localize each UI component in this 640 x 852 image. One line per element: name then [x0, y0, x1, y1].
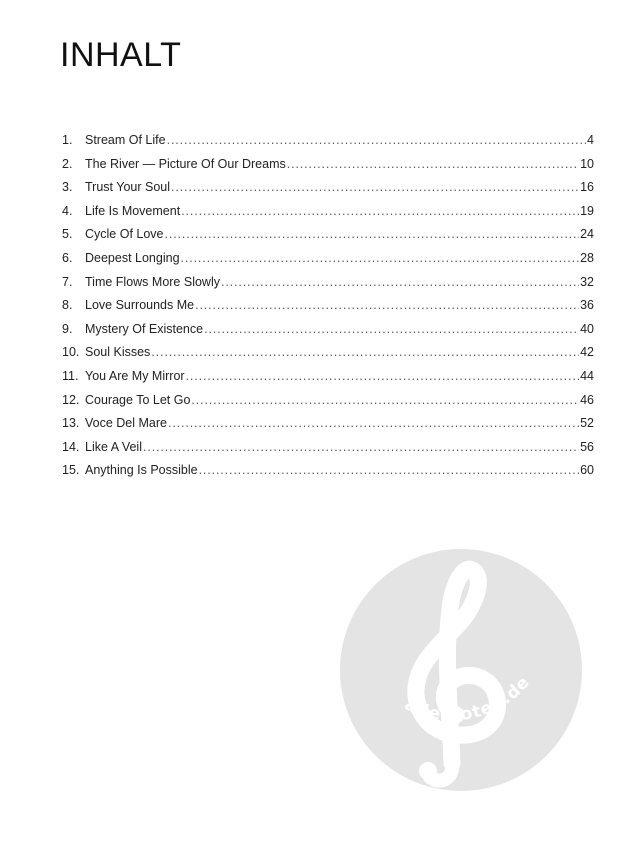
toc-entry-number: 6.: [62, 250, 73, 265]
toc-entry: [62, 227, 594, 251]
toc-entry-page: 16: [580, 180, 594, 195]
toc-entry-page: 24: [580, 227, 594, 242]
toc-entry: [62, 393, 594, 417]
toc-entry-page: 32: [580, 274, 594, 289]
toc-entry: [62, 345, 594, 369]
toc-entry: [62, 251, 594, 275]
toc-entry-page: 10: [580, 156, 594, 171]
toc-dot-leader: [199, 463, 580, 477]
toc-dot-leader: [171, 180, 579, 194]
toc-entry-title: Deepest Longing: [85, 250, 180, 265]
toc-entry: [62, 133, 594, 157]
toc-entry: [62, 440, 594, 464]
toc-entry-title: Mystery Of Existence: [85, 321, 204, 336]
toc-entry-title: Time Flows More Slowly: [85, 274, 220, 289]
watermark-text: alle-noten.de: [401, 672, 535, 726]
toc-dot-leader: [181, 251, 580, 265]
toc-dot-leader: [165, 227, 580, 241]
watermark-logo: [340, 549, 582, 791]
toc-entry-number: 2.: [62, 156, 73, 171]
toc-entry: [62, 463, 594, 487]
toc-entry: [62, 322, 594, 346]
toc-dot-leader: [204, 322, 579, 336]
toc-entry-number: 4.: [62, 203, 73, 218]
toc-entry-number: 15.: [62, 463, 80, 478]
toc-dot-leader: [181, 204, 579, 218]
toc-entry-number: 8.: [62, 298, 73, 313]
toc-entry-page: 52: [580, 416, 594, 431]
toc-entry-title: The River — Picture Of Our Dreams: [85, 156, 286, 171]
toc-entry-number: 5.: [62, 227, 73, 242]
toc-entry: [62, 180, 594, 204]
toc-entry-page: 19: [580, 203, 594, 218]
toc-entry-number: 11.: [62, 368, 79, 383]
toc-entry-title: Anything Is Possible: [85, 463, 198, 478]
toc-entry: [62, 416, 594, 440]
toc-dot-leader: [221, 275, 579, 289]
toc-entry-number: 3.: [62, 180, 73, 195]
toc-entry-number: 13.: [62, 416, 80, 431]
toc-entry-page: 60: [580, 463, 594, 478]
toc-entry-page: 46: [580, 392, 594, 407]
toc-entry-number: 7.: [62, 274, 73, 289]
page-title: INHALT: [60, 36, 182, 74]
toc-entry-title: You Are My Mirror: [85, 368, 185, 383]
toc-entry-title: Love Surrounds Me: [85, 298, 195, 313]
toc-entry-title: Courage To Let Go: [85, 392, 191, 407]
toc-entry-number: 10.: [62, 345, 80, 360]
toc-entry: [62, 204, 594, 228]
toc-entry-number: 14.: [62, 439, 80, 454]
toc-entry: [62, 369, 594, 393]
toc-entry: [62, 157, 594, 181]
toc-entry-number: 1.: [62, 133, 73, 147]
toc-entry-title: Trust Your Soul: [85, 180, 171, 195]
toc-entry-number: 12.: [62, 392, 80, 407]
toc-dot-leader: [168, 416, 579, 430]
toc-entry-title: Like A Veil: [85, 439, 142, 454]
toc-dot-leader: [186, 369, 580, 383]
toc-entry-page: 4: [587, 133, 594, 147]
toc-entry-page: 36: [580, 298, 594, 313]
toc-entry-page: 42: [580, 345, 594, 360]
toc-entry-page: 44: [580, 368, 594, 383]
toc-entry: [62, 275, 594, 299]
toc-entry-title: Stream Of Life: [85, 133, 166, 147]
toc-dot-leader: [143, 440, 579, 454]
toc-entry-title: Soul Kisses: [85, 345, 151, 360]
toc-entry-title: Cycle Of Love: [85, 227, 164, 242]
toc-dot-leader: [167, 133, 586, 147]
toc-entry-page: 28: [580, 250, 594, 265]
toc-dot-leader: [287, 157, 579, 171]
toc-entry-title: Life Is Movement: [85, 203, 181, 218]
toc-entry: [62, 298, 594, 322]
toc-dot-leader: [191, 393, 579, 407]
toc-entry-title: Voce Del Mare: [85, 416, 167, 431]
toc-entry-page: 56: [580, 439, 594, 454]
table-of-contents: [62, 133, 594, 487]
toc-dot-leader: [195, 298, 579, 312]
toc-entry-page: 40: [580, 321, 594, 336]
toc-entry-number: 9.: [62, 321, 73, 336]
toc-dot-leader: [151, 345, 579, 359]
